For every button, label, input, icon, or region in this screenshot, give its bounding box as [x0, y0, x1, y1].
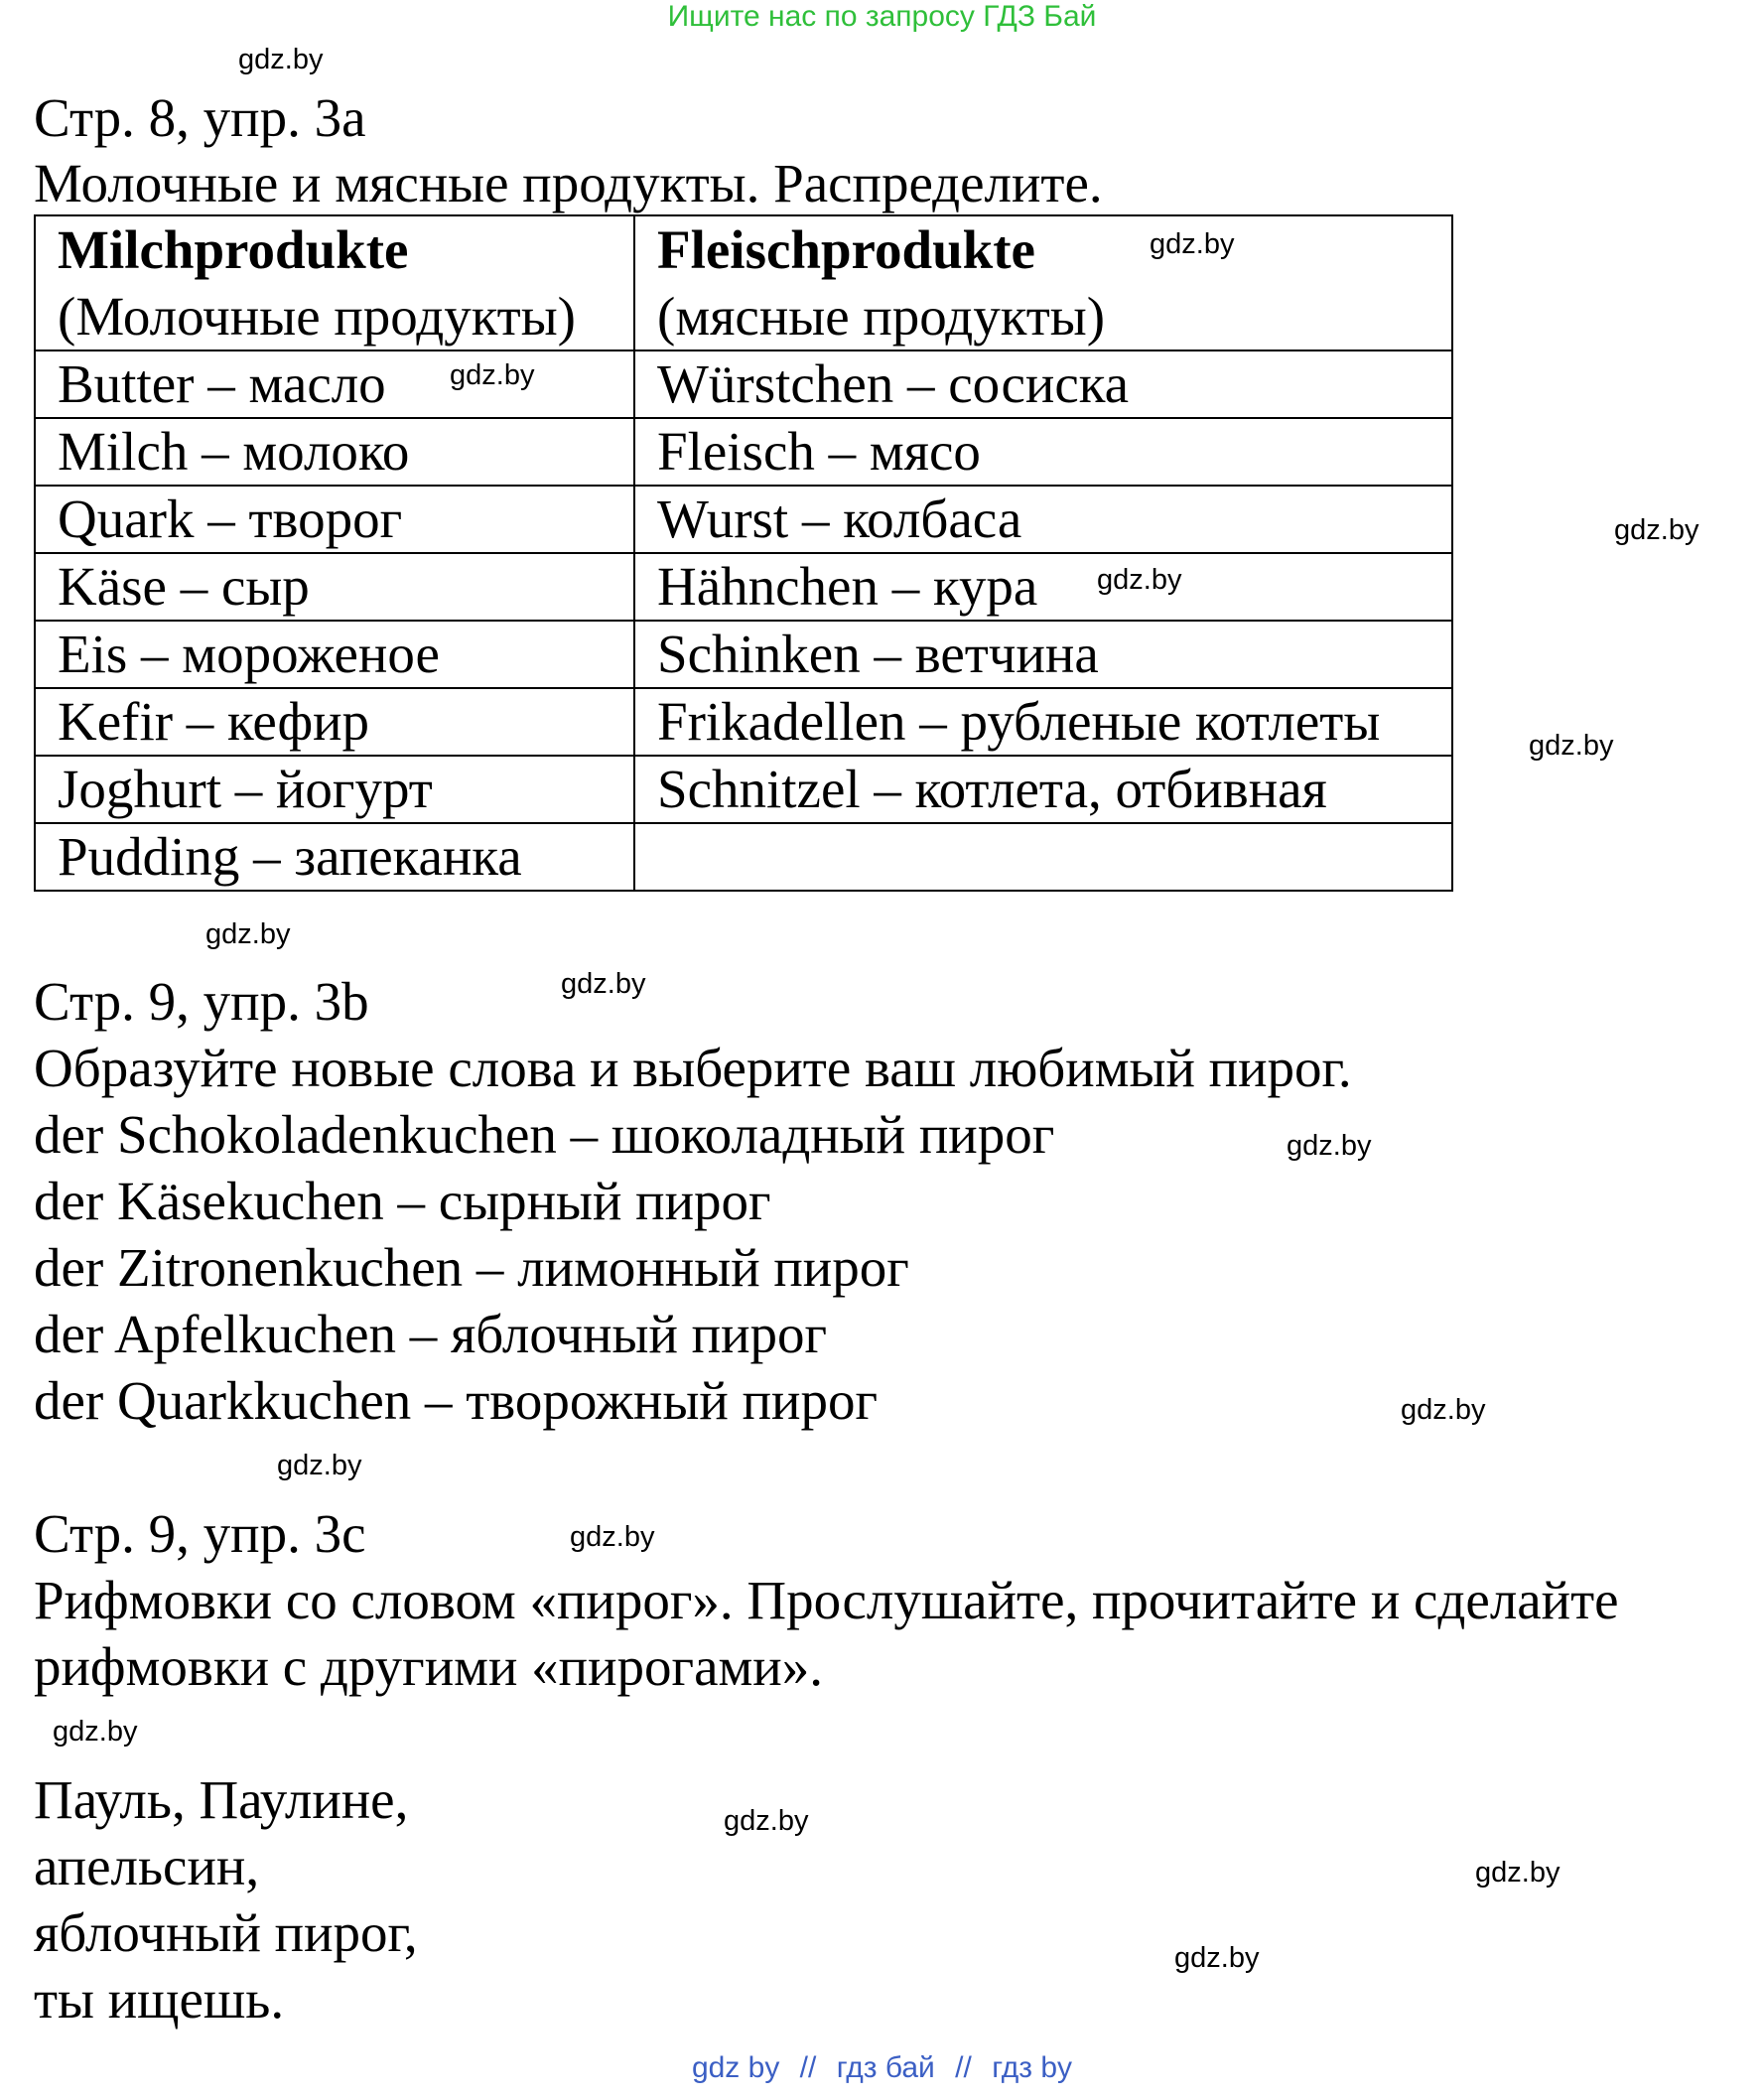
watermark: gdz.by — [1097, 564, 1182, 596]
watermark: gdz.by — [1174, 1942, 1260, 1974]
table-row — [35, 486, 1452, 553]
cake-line: der Schokoladenkuchen – шоколадный пирог — [34, 1104, 1055, 1165]
table-row — [35, 823, 1452, 891]
section-3c-title: Стр. 9, упр. 3c — [34, 1503, 366, 1564]
milk-item: Quark – творог — [35, 486, 634, 553]
poem-line: апельсин, — [34, 1836, 260, 1896]
milk-item: Kefir – кефир — [35, 688, 634, 756]
milk-item: Joghurt – йогурт — [35, 756, 634, 823]
watermark: gdz.by — [450, 359, 535, 391]
table-header-row — [35, 215, 1452, 350]
cake-line: der Apfelkuchen – яблочный пирог — [34, 1304, 828, 1364]
table-row — [35, 350, 1452, 418]
footer-links — [0, 2051, 1764, 2085]
milk-item: Käse – сыр — [35, 553, 634, 621]
meat-item — [634, 823, 1452, 891]
milk-header: Milchprodukte — [58, 219, 409, 280]
footer-separator: // — [955, 2051, 972, 2084]
watermark: gdz.by — [1150, 228, 1235, 260]
table-row — [35, 756, 1452, 823]
watermark: gdz.by — [570, 1521, 655, 1553]
footer-link-gdz-bay[interactable]: гдз бай — [836, 2051, 935, 2084]
watermark: gdz.by — [1475, 1857, 1560, 1889]
watermark: gdz.by — [1287, 1130, 1372, 1162]
poem-line: яблочный пирог, — [34, 1902, 418, 1963]
watermark: gdz.by — [724, 1805, 809, 1837]
table-row — [35, 553, 1452, 621]
milk-item: Eis – мороженое — [35, 621, 634, 688]
watermark: gdz.by — [561, 968, 646, 1000]
meat-item: Schinken – ветчина — [634, 621, 1452, 688]
cake-line: der Käsekuchen – сырный пирог — [34, 1171, 771, 1231]
cake-line: der Quarkkuchen – творожный пирог — [34, 1370, 879, 1431]
meat-item: Wurst – колбаса — [634, 486, 1452, 553]
table-row — [35, 418, 1452, 486]
poem-line: Пауль, Паулине, — [34, 1769, 409, 1830]
section-3b-subtitle: Образуйте новые слова и выберите ваш любимый пирог. — [34, 1038, 1352, 1098]
footer-link-gdz-by[interactable]: gdz by — [691, 2051, 780, 2084]
meat-item: Schnitzel – котлета, отбивная — [634, 756, 1452, 823]
milk-item: Milch – молоко — [35, 418, 634, 486]
meat-header-translation: (мясные продукты) — [657, 286, 1106, 347]
footer-separator: // — [799, 2051, 817, 2084]
meat-item: Frikadellen – рубленые котлеты — [634, 688, 1452, 756]
section-3c-subtitle-line2: рифмовки с другими «пирогами». — [34, 1636, 823, 1697]
watermark: gdz.by — [53, 1716, 138, 1748]
meat-item: Hähnchen – кура — [634, 553, 1452, 621]
section-3a-subtitle: Молочные и мясные продукты. Распределите. — [34, 153, 1103, 213]
poem-line: ты ищешь. — [34, 1969, 285, 2030]
section-3a-title: Стр. 8, упр. 3a — [34, 87, 366, 148]
watermark: gdz.by — [1401, 1394, 1486, 1426]
table-row — [35, 688, 1452, 756]
milk-item: Pudding – запеканка — [35, 823, 634, 891]
watermark: gdz.by — [1614, 514, 1699, 546]
watermark: gdz.by — [277, 1450, 362, 1481]
search-banner[interactable]: Ищите нас по запросу ГДЗ Бай — [667, 0, 1097, 33]
meat-header: Fleischprodukte — [657, 219, 1035, 280]
section-3c-subtitle-line1: Рифмовки со словом «пирог». Прослушайте, прочитайте и сделайте — [34, 1570, 1619, 1630]
products-table — [34, 214, 1453, 892]
section-3b-title: Стр. 9, упр. 3b — [34, 971, 369, 1032]
milk-header-translation: (Молочные продукты) — [58, 286, 576, 347]
watermark: gdz.by — [238, 44, 324, 75]
table-row — [35, 621, 1452, 688]
meat-item: Würstchen – сосиска — [634, 350, 1452, 418]
watermark: gdz.by — [205, 918, 291, 950]
meat-header-cell — [634, 215, 1452, 350]
footer-link-gdz-by-cyr[interactable]: гдз by — [992, 2051, 1073, 2084]
cake-line: der Zitronenkuchen – лимонный пирог — [34, 1237, 909, 1298]
milk-header-cell — [35, 215, 634, 350]
watermark: gdz.by — [1529, 730, 1614, 762]
milk-item: Butter – масло — [35, 350, 634, 418]
meat-item: Fleisch – мясо — [634, 418, 1452, 486]
